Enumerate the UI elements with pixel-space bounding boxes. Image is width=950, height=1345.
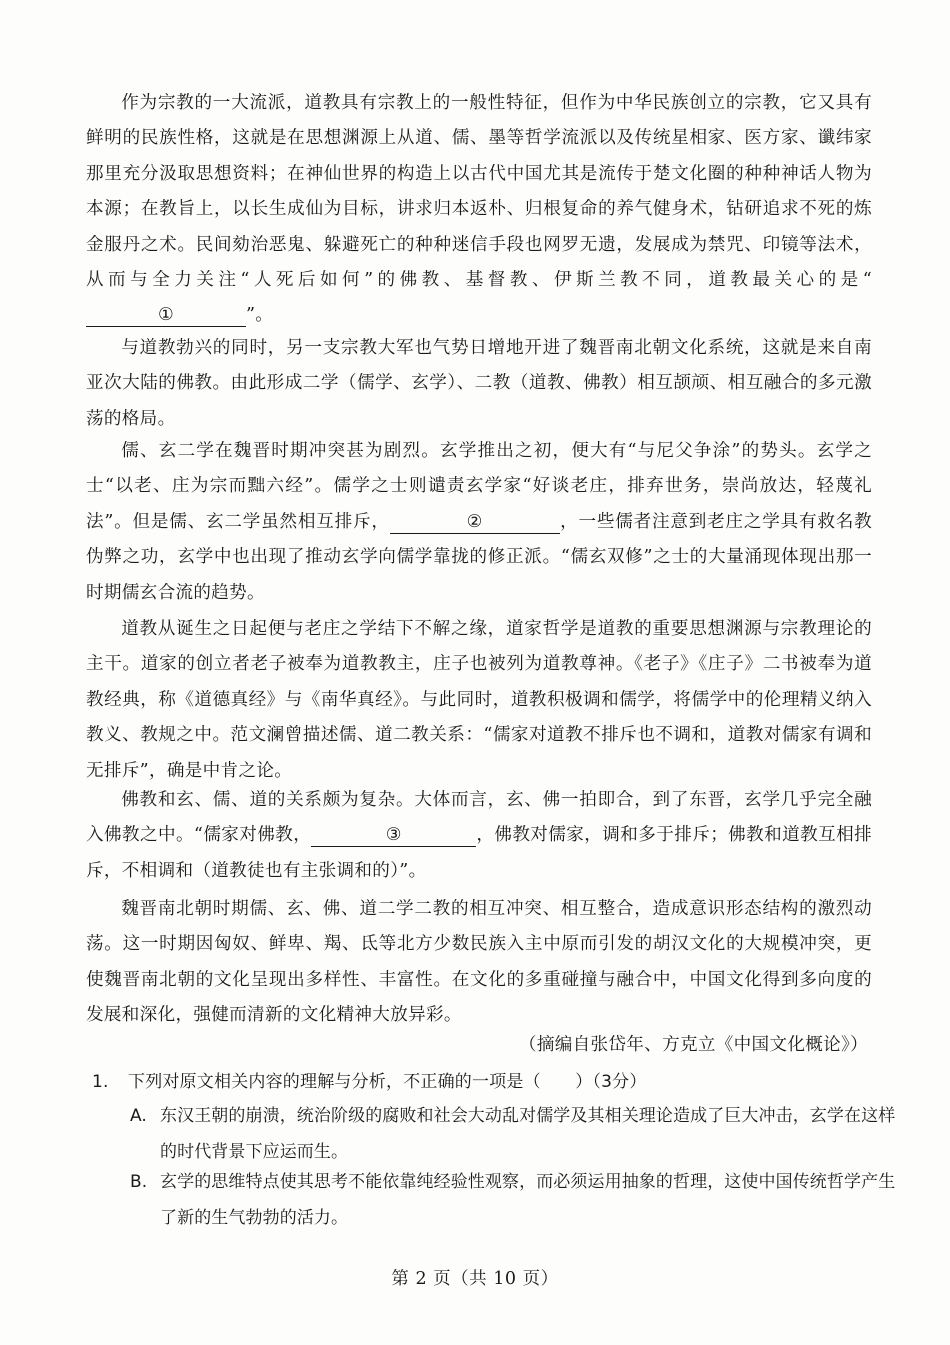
- option-b-text: 玄学的思维特点使其思考不能依靠纯经验性观察，而必须运用抽象的哲理，这使中国传统哲学产生了新的生气勃勃的活力。: [160, 1172, 896, 1228]
- paragraph-3-text-after: ，一些儒者注意到老庄之学具有救名教伪弊之功，玄学中也出现了推动玄学向儒学靠拢的修正派。“儒玄双修”之士的大量涌现体现出那一时期儒玄合流的趋势。: [86, 511, 872, 603]
- passage-paragraph-2: 与道教勃兴的同时，另一支宗教大军也气势日增地开进了魏晋南北朝文化系统，这就是来自南亚次大陆的佛教。由此形成二学（儒学、玄学）、二教（道教、佛教）相互颉颃、相互融合的多元激荡的格局。: [86, 338, 872, 429]
- passage-source: （摘编自张岱年、方克立《中国文化概论》）: [518, 1035, 868, 1055]
- blank-3: ③: [311, 824, 476, 847]
- paragraph-1-text-after: ”。: [246, 305, 274, 326]
- question-1-stem: [92, 1065, 872, 1100]
- option-a-letter: A.: [130, 1106, 147, 1126]
- paragraph-1-text: 作为宗教的一大流派，道教具有宗教上的一般性特征，但作为中华民族创立的宗教，它又具有鲜明的民族性格，这就是在思想渊源上从道、儒、墨等哲学流派以及传统星相家、医方家、谶纬家那里充分汲取思想资料；在神仙世界的构造上以古代中国尤其是流传于楚文化圈的种种神话人物为本源；在教旨上，以长生成仙为目标，讲求归本返朴、归根复命的养气健身术，钻研追求不死的炼金服丹之术。民间劾治恶鬼、躲避死亡的种种迷信手段也网罗无遗，发展成为禁咒、印镜等法术，从而与全力关注“人死后如何”的佛教、基督教、伊斯兰教不同，道教最关心的是“: [86, 93, 872, 291]
- option-b-letter: B.: [130, 1172, 148, 1192]
- question-1-option-b: [130, 1164, 908, 1236]
- paragraph-5-text-after: ，佛教对儒家，调和多于排斥；佛教和道教互相排斥，不相调和（道教徒也有主张调和的）”。: [86, 825, 872, 881]
- passage-paragraph-5: [86, 783, 872, 889]
- passage-paragraph-1: [86, 86, 872, 334]
- option-a-text: 东汉王朝的崩溃，统治阶级的腐败和社会大动乱对儒学及其相关理论造成了巨大冲击，玄学在这样的时代背景下应运而生。: [160, 1106, 896, 1162]
- page-footer: 第 2 页（共 10 页）: [391, 1269, 559, 1289]
- passage-paragraph-4: 道教从诞生之日起便与老庄之学结下不解之缘，道家哲学是道教的重要思想渊源与宗教理论的主干。道家的创立者老子被奉为道教教主，庄子也被列为道教尊神。《老子》《庄子》二书被奉为道教经典，称《道德真经》与《南华真经》。与此同时，道教积极调和儒学，将儒学中的伦理精义纳入教义、教规之中。范文澜曾描述儒、道二教关系：“儒家对道教不排斥也不调和，道教对儒家有调和无排斥”，确是中肯之论。: [86, 619, 872, 781]
- question-1-text: 下列对原文相关内容的理解与分析，不正确的一项是（ ）（3分）: [128, 1072, 647, 1092]
- passage-paragraph-6: 魏晋南北朝时期儒、玄、佛、道二学二教的相互冲突、相互整合，造成意识形态结构的激烈动荡。这一时期因匈奴、鲜卑、羯、氐等北方少数民族入主中原而引发的胡汉文化的大规模冲突，更使魏晋南北朝的文化呈现出多样性、丰富性。在文化的多重碰撞与融合中，中国文化得到多向度的发展和深化，强健而清新的文化精神大放异彩。: [86, 899, 872, 1026]
- paragraph-3-text: 儒、玄二学在魏晋时期冲突甚为剧烈。玄学推出之初，便大有“与尼父争涂”的势头。玄学之士“以老、庄为宗而黜六经”。儒学之士则谴责玄学家“好谈老庄，排弃世务，崇尚放达，轻蔑礼法”。但是儒、玄二学虽然相互排斥，: [86, 441, 872, 532]
- blank-2: ②: [390, 511, 560, 534]
- question-1-option-a: [130, 1098, 908, 1170]
- paragraph-5-text: 佛教和玄、儒、道的关系颇为复杂。大体而言，玄、佛一拍即合，到了东晋，玄学几乎完全融入佛教之中。“儒家对佛教，: [86, 790, 872, 846]
- passage-paragraph-3: [86, 434, 872, 611]
- blank-1: ①: [86, 304, 246, 327]
- question-1-number: 1.: [92, 1072, 109, 1092]
